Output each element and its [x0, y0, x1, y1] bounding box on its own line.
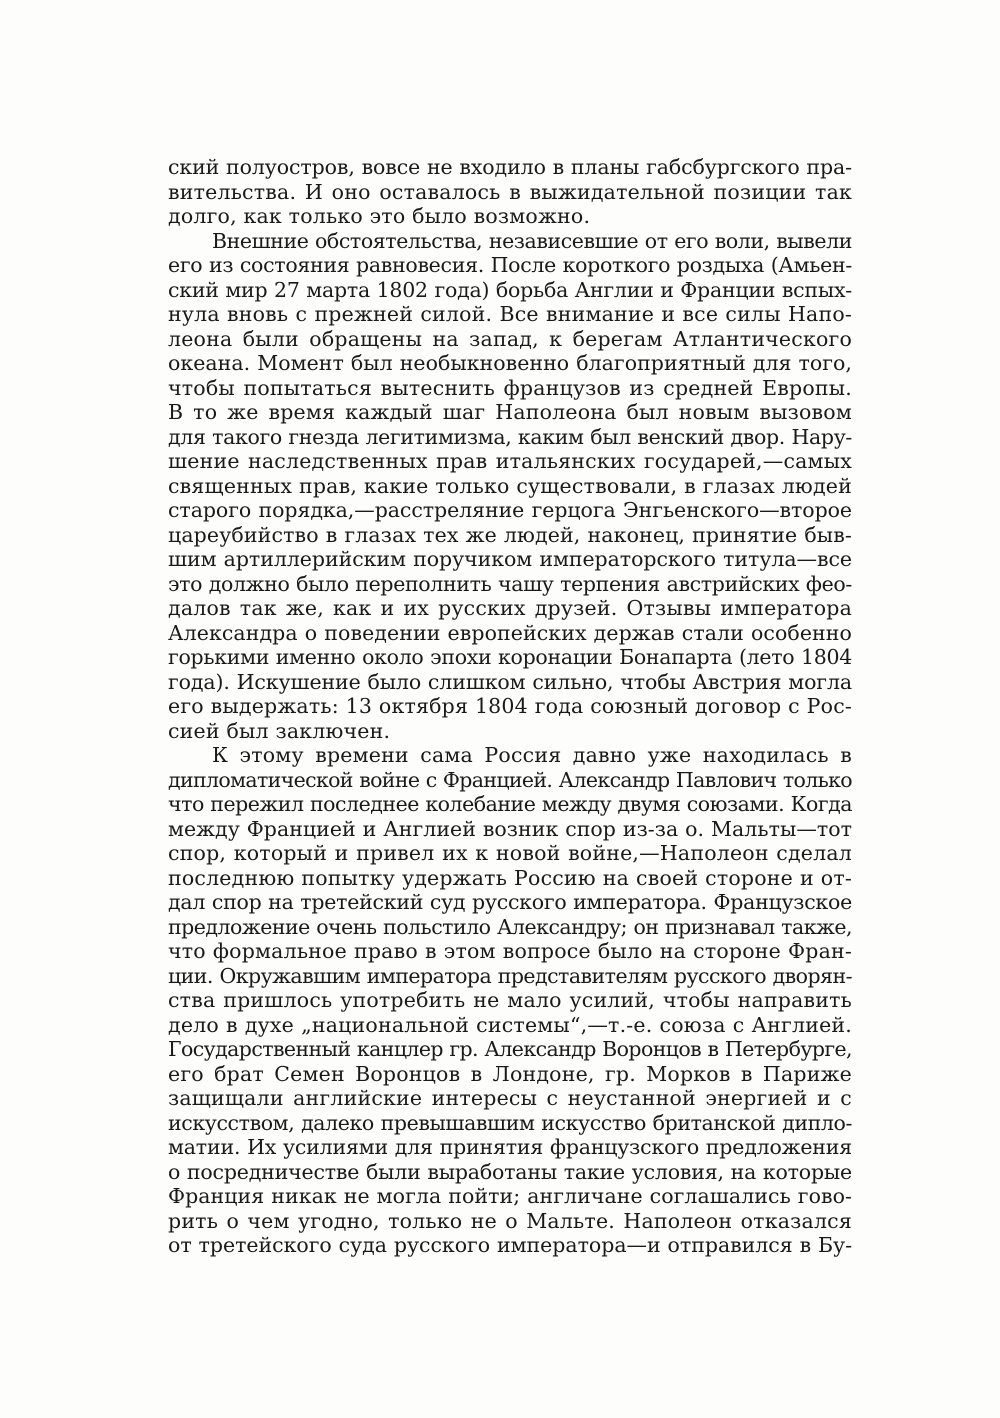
text-line: матии. Их усилиями для принятия французского предложения [168, 1135, 852, 1159]
text-line: ский полуостров, вовсе не входило в планы габсбургского пра- [168, 155, 852, 179]
text-line: сией был заключен. [168, 718, 391, 743]
body-text [168, 155, 852, 1258]
text-line: последнюю попытку удержать Россию на своей стороне и от- [168, 865, 852, 890]
text-line: старого порядка,—расстреляние герцога Энгьенского—второе [168, 498, 852, 522]
text-line: шение наследственных прав итальянских государей,—самых [168, 449, 852, 473]
text-line: Государственный канцлер гр. Александр Воронцов в Петербурге, [168, 1037, 852, 1061]
text-line: ства пришлось употребить не мало усилий, чтобы направить [168, 988, 852, 1012]
text-line: искусством, далеко превышавшим искусство британской дипло- [168, 1110, 852, 1135]
text-line: предложение очень польстило Александру; он признавал также, [168, 914, 852, 939]
text-line: В то же время каждый шаг Наполеона был новым вызовом [168, 400, 852, 424]
paragraph-3 [168, 743, 852, 1258]
text-line: далов так же, как и их русских друзей. Отзывы императора [168, 596, 852, 620]
text-line: дело в духе „национальной системы“,—т.-е. союза с Англией. [168, 1012, 852, 1037]
paragraph-1 [168, 155, 852, 229]
text-line: его брат Семен Воронцов в Лондоне, гр. Морков в Париже [168, 1061, 852, 1086]
text-line: года). Искушение было слишком сильно, чтобы Австрия могла [168, 669, 852, 694]
text-line: между Францией и Англией возник спор из-за о. Мальты—тот [168, 816, 852, 841]
text-line: горькими именно около эпохи коронации Бонапарта (лето 1804 [168, 645, 852, 669]
text-line: ский мир 27 марта 1802 года) борьба Англии и Франции вспых- [168, 277, 852, 302]
text-line: защищали английские интересы с неустанной энергией и с [168, 1086, 852, 1110]
text-line: цареубийство в глазах тех же людей, наконец, принятие быв- [168, 522, 852, 547]
text-line: Франция никак не могла пойти; англичане соглашались гово- [168, 1184, 852, 1208]
text-line: леона были обращены на запад, к берегам Атлантического [168, 326, 852, 351]
text-line: его выдержать: 13 октября 1804 года союзный договор с Рос- [168, 694, 852, 718]
text-line: чтобы попытаться вытеснить французов из средней Европы. [168, 375, 852, 400]
text-line: вительства. И оно оставалось в выжидательной позиции так [168, 179, 852, 204]
text-line: К этому времени сама Россия давно уже находилась в [212, 743, 852, 767]
text-line: океана. Момент был необыкновенно благоприятный для того, [168, 351, 852, 375]
text-line: его из состояния равновесия. После короткого роздыха (Амьен- [168, 253, 852, 277]
text-line: о посредничестве были выработаны такие условия, на которые [168, 1159, 852, 1184]
text-line: спор, который и привел их к новой войне,—Наполеон сделал [168, 841, 852, 865]
paragraph-2 [168, 229, 852, 744]
text-line: священных прав, какие только существовали, в глазах людей [168, 473, 852, 498]
text-line: шим артиллерийским поручиком императорского титула—все [168, 547, 852, 571]
text-line: что формальное право в этом вопросе было на стороне Фран- [168, 939, 852, 963]
text-line: Александра о поведении европейских держав стали особенно [168, 620, 852, 645]
text-line: это должно было переполнить чашу терпения австрийских фео- [168, 571, 852, 596]
text-line: для такого гнезда легитимизма, каким был венский двор. Нару- [168, 424, 852, 449]
text-line: что пережил последнее колебание между двумя союзами. Когда [168, 792, 852, 816]
text-line: дал спор на третейский суд русского императора. Французское [168, 890, 852, 914]
text-line: от третейского суда русского императора—и отправился в Бу- [168, 1233, 852, 1257]
text-line: ции. Окружавшим императора представителям русского дворян- [168, 963, 852, 988]
text-line: Внешние обстоятельства, независевшие от его воли, вывели [212, 228, 852, 253]
text-line: долго, как только это было возможно. [168, 204, 591, 228]
text-line: рить о чем угодно, только не о Мальте. Наполеон отказался [168, 1208, 852, 1233]
text-line: дипломатической войне с Францией. Александр Павлович только [168, 767, 852, 792]
text-line: нула вновь с прежней силой. Все внимание и все силы Напо- [168, 302, 852, 326]
